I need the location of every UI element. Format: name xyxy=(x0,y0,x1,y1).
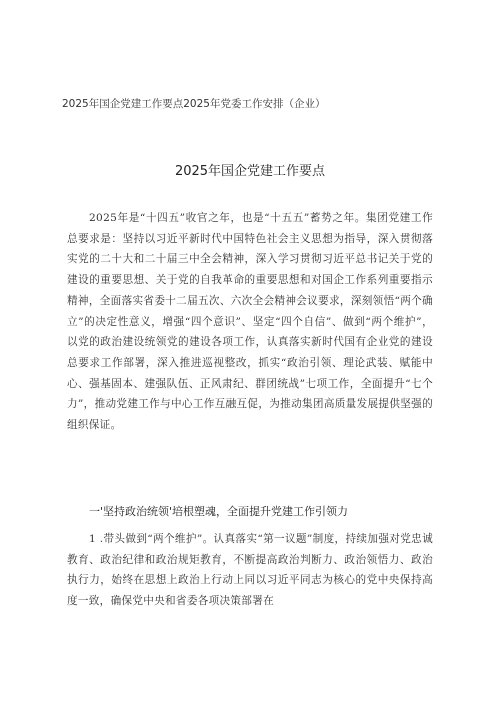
intro-paragraph: 2025年是“十四五”收官之年，也是“十五五”蓄势之年。集团党建工作总要求是：坚持以习近平新时代中国特色社会主义思想为指导，深入贯彻落实党的二十大和二十届三中全会精神，深入学习贯彻习近平总书记关于党的建设的重要思想、关于党的自我革命的重要思想和对国企工作系列重要指示精神，全面落实省委十二届五次、六次全会精神会议要求，深刻领悟“两个确立”的决定性意义，增强“四个意识”、坚定“四个自信”、做到“两个维护”，以党的政治建设统领党的建设各项工作，认真落实新时代国有企业党的建设总要求工作部署，深入推进巡视整改，抓实“政治引领、理论武装、赋能中心、强基固本、建强队伍、正风肃纪、群团统战”七项工作，全面提升“七个力”，推动党建工作与中心工作互融互促，为推动集团高质量发展提供坚强的组织保证。 xyxy=(67,212,433,432)
point-paragraph-1: 1 .带头做到“两个维护”。认真落实“第一议题”制度，持续加强对党忠诚教育、政治纪律和政治规矩教育，不断提高政治判断力、政治领悟力、政治执行力，始终在思想上政治上行动上同以习近平同志为核心的党中央保持高度一致，确保党中央和省委各项决策部署在 xyxy=(67,533,433,607)
section-heading-1: 一'坚持政治统领'培根塑魂，全面提升党建工作引领力 xyxy=(89,505,349,518)
document-title: 2025年国企党建工作要点 xyxy=(174,164,326,179)
document-header: 2025年国企党建工作要点2025年党委工作安排（企业） xyxy=(62,98,326,110)
